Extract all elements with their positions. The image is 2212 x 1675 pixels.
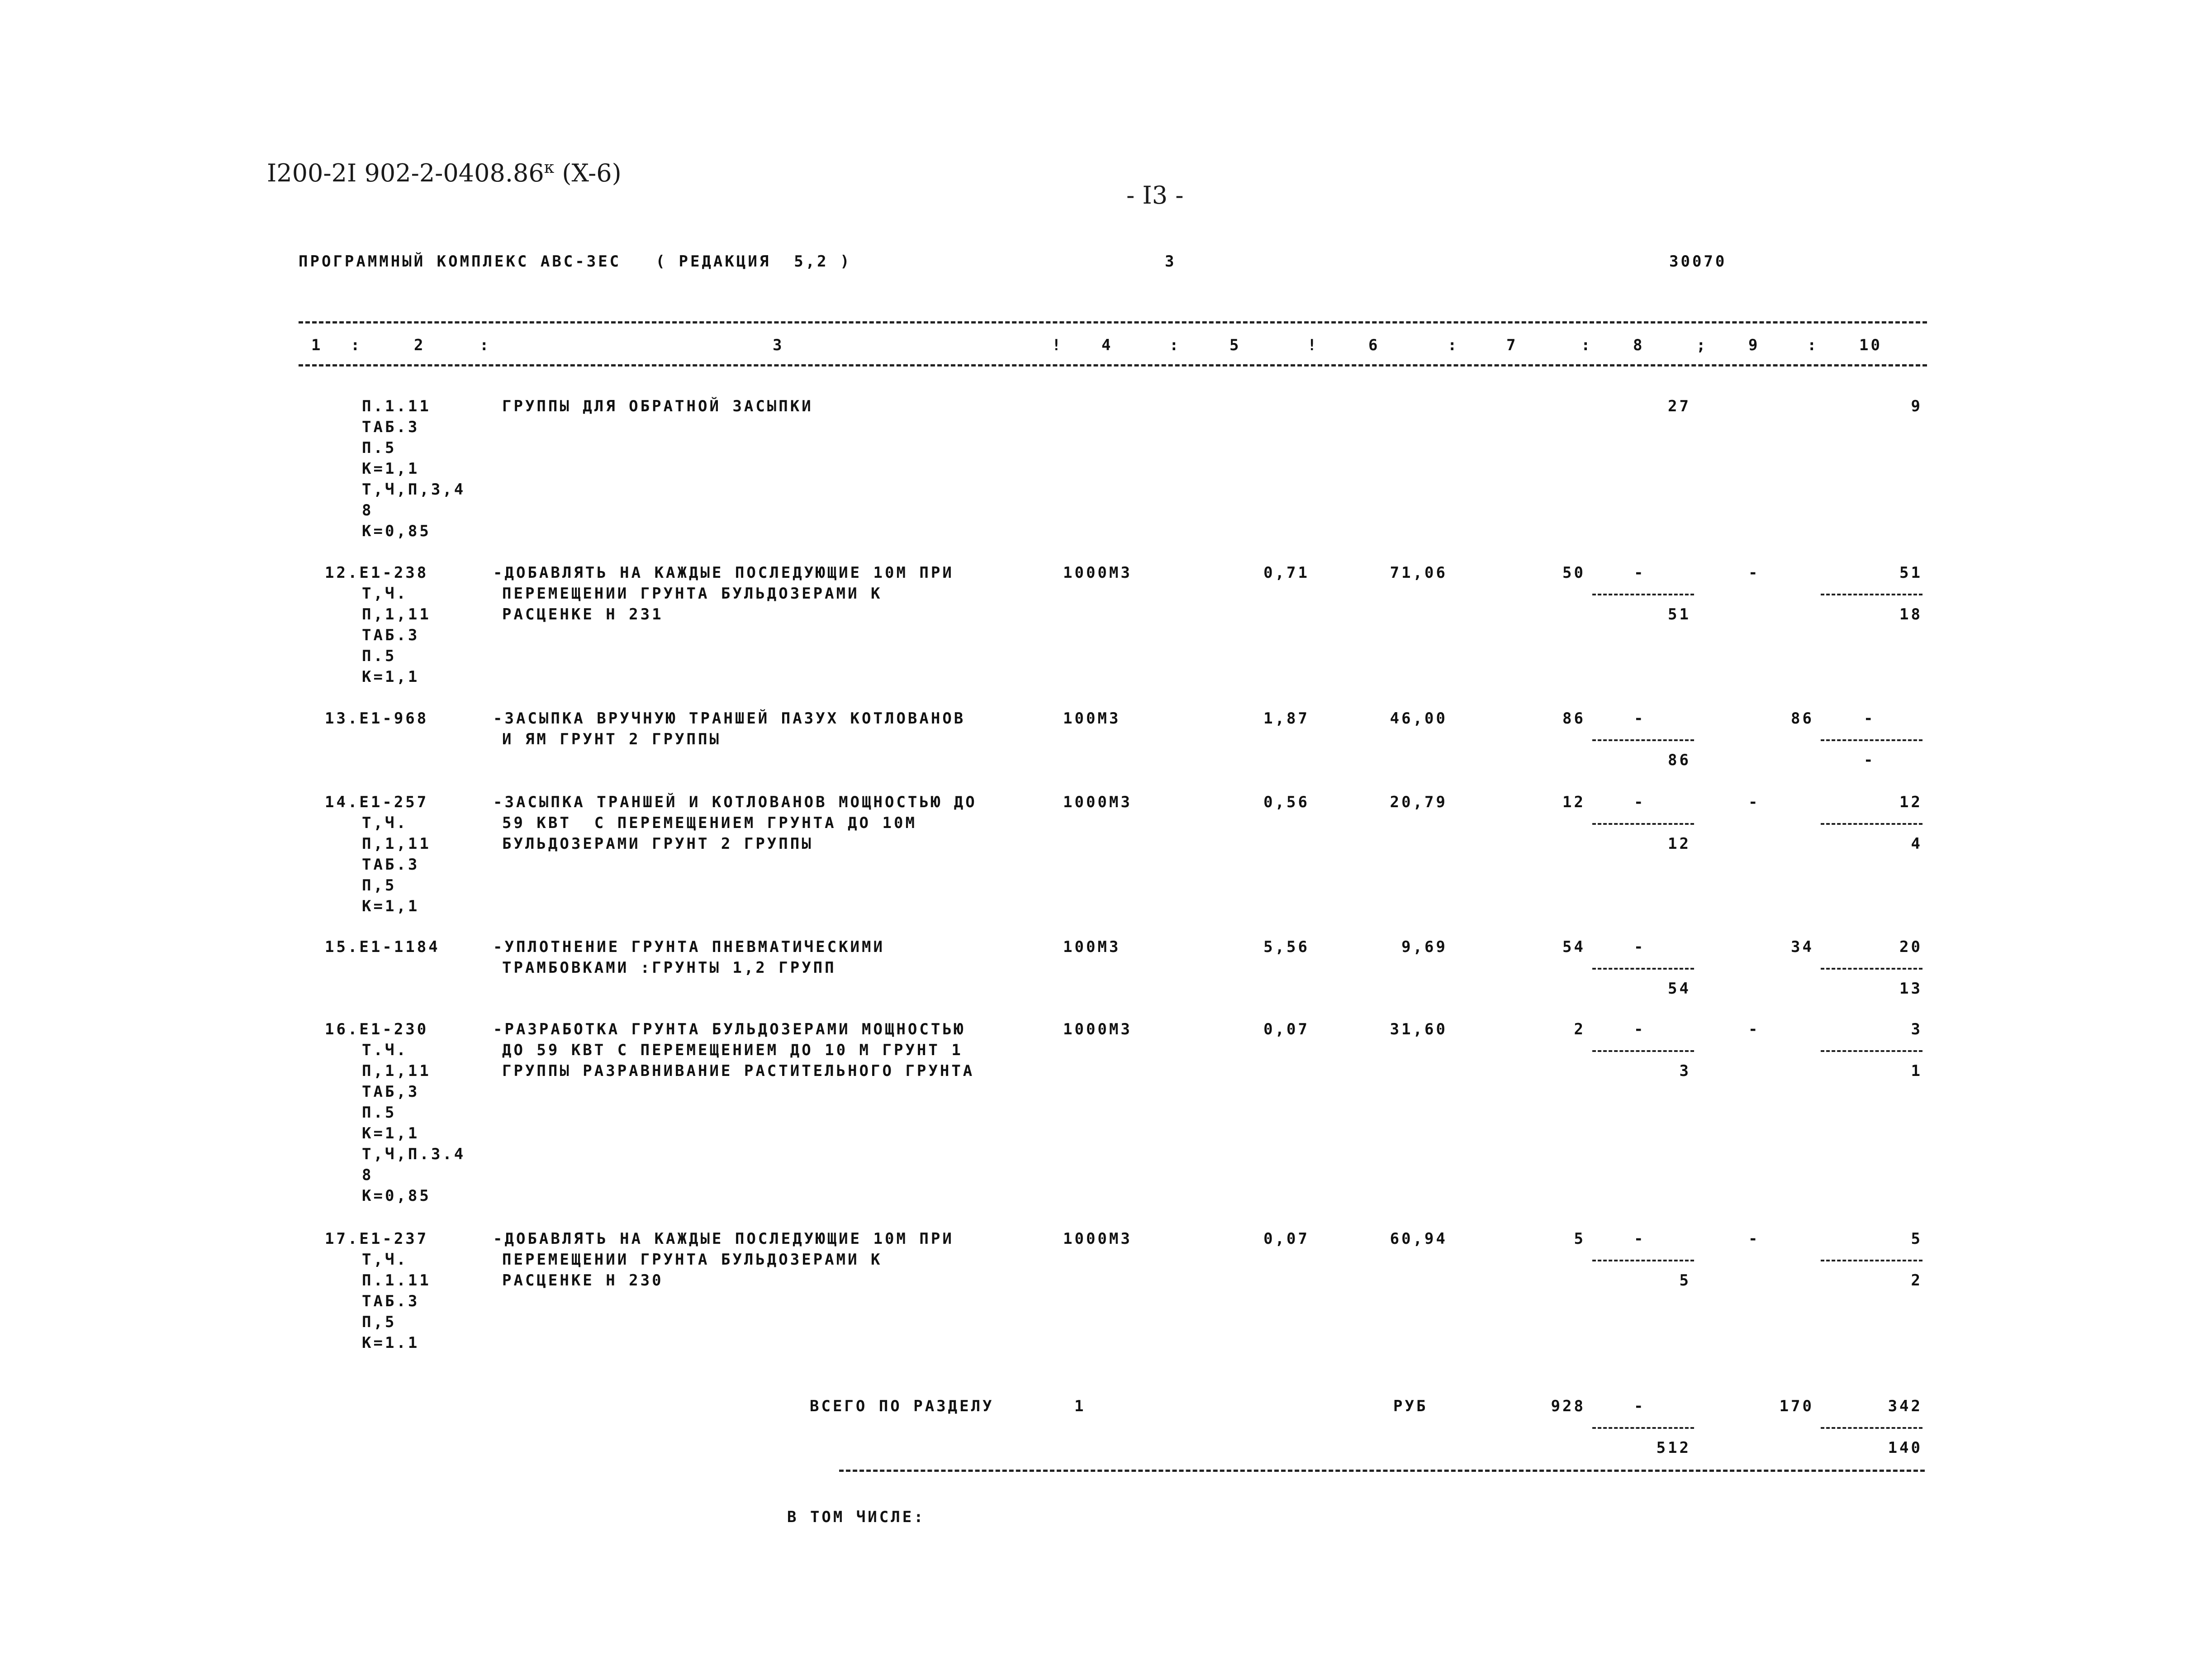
cell-quantity: 0,56 [1263,793,1310,811]
code-line: 13.Е1-968 [325,709,429,728]
subtotal-rule [1821,968,1922,970]
total-section-number: 1 [1074,1397,1086,1415]
total-col-10-sub: 140 [1888,1439,1922,1457]
code-line: ТАБ.3 [362,418,420,436]
total-rule [839,1470,1925,1472]
row-description [493,792,977,854]
column-header-1: 1 [311,336,323,354]
column-separator: : [351,336,362,354]
description-line: -ЗАСЫПКА ВРУЧНУЮ ТРАНШЕЙ ПАЗУХ КОТЛОВАНОВ [493,709,966,728]
code-line: ТАБ.3 [362,856,420,874]
cell-col-9: - [1748,1020,1760,1038]
description-line: БУЛЬДОЗЕРАМИ ГРУНТ 2 ГРУППЫ [502,835,813,853]
cell-unit-price: 31,60 [1390,1020,1448,1038]
subtotal-rule [1821,594,1922,595]
cell-col-7: 2 [1574,1020,1585,1038]
code-line: 12.Е1-238 [325,564,429,582]
description-line: -ДОБАВЛЯТЬ НА КАЖДЫЕ ПОСЛЕДУЮЩИЕ 10М ПРИ [493,564,954,582]
description-line: ТРАМБОВКАМИ :ГРУНТЫ 1,2 ГРУПП [502,959,836,977]
total-col-9: 170 [1779,1397,1814,1415]
total-unit: РУБ [1393,1397,1428,1415]
code-line: Т,Ч. [362,814,408,832]
code-line: К=0,85 [362,1187,431,1205]
column-separator: : [1169,336,1181,354]
description-line: -ДОБАВЛЯТЬ НА КАЖДЫЕ ПОСЛЕДУЮЩИЕ 10М ПРИ [493,1230,954,1248]
row-description [493,937,885,978]
description-line: -ЗАСЫПКА ТРАНШЕЙ И КОТЛОВАНОВ МОЩНОСТЬЮ ДО [493,793,977,811]
column-header-9: 9 [1748,336,1760,354]
description-line: ГРУППЫ РАЗРАВНИВАНИЕ РАСТИТЕЛЬНОГО ГРУНТА [502,1062,975,1080]
total-label: ВСЕГО ПО РАЗДЕЛУ [810,1397,994,1415]
cell-unit: 1000М3 [1063,1230,1132,1248]
column-separator: ! [1052,336,1063,354]
cell-col-8-sub: 3 [1679,1062,1691,1080]
cell-quantity: 0,07 [1263,1230,1310,1248]
cell-quantity: 0,71 [1263,564,1310,582]
code-line: П,5 [362,876,397,895]
column-header-7: 7 [1506,336,1518,354]
column-separator: : [479,336,491,354]
code-line: П,5 [362,1313,397,1331]
column-header-3: 3 [773,336,784,354]
code-line: ТАБ,3 [362,1083,420,1101]
description-line: ДО 59 КВТ С ПЕРЕМЕЩЕНИЕМ ДО 10 М ГРУНТ 1 [502,1041,963,1059]
row-description [493,1228,954,1291]
column-separator: : [1581,336,1593,354]
cell-col-8-sub: 12 [1668,835,1691,853]
table-header-rule [299,364,1927,366]
code-line: 17.Е1-237 [325,1230,429,1248]
total-col-10: 342 [1888,1397,1922,1415]
cell-col-10-sub: 13 [1899,980,1922,998]
column-header-4: 4 [1101,336,1113,354]
cell-unit: 1000М3 [1063,564,1132,582]
document-reference-suffix: (X-6) [554,159,622,187]
cell-col-10: 20 [1899,938,1922,956]
cell-unit-price: 71,06 [1390,564,1448,582]
subtotal-rule [1592,1427,1694,1429]
code-line: П.5 [362,647,397,665]
cell-unit-price: 60,94 [1390,1230,1448,1248]
document-reference-text: I200-2I 902-2-0408.86 [267,159,544,187]
description-line: ГРУППЫ ДЛЯ ОБРАТНОЙ ЗАСЫПКИ [502,397,813,415]
document-reference-mark: к [544,158,555,177]
code-line: 16.Е1-230 [325,1020,429,1038]
subtotal-rule [1592,1050,1694,1052]
code-line: П.5 [362,439,397,457]
page-number: - I3 - [1126,181,1184,209]
code-line: 14.Е1-257 [325,793,429,811]
code-line: П,1,11 [362,835,431,853]
code-line: 8 [362,1166,374,1184]
code-line: 15.Е1-1184 [325,938,440,956]
total-col-8: - [1634,1397,1646,1415]
cell-col-10: 9 [1911,397,1922,415]
cell-unit: 100М3 [1063,938,1121,956]
cell-col-8-sub: 51 [1668,605,1691,623]
description-line: РАСЦЕНКЕ Н 230 [502,1271,664,1290]
cell-col-8: - [1634,1230,1646,1248]
column-header-8: 8 [1633,336,1645,354]
cell-col-7: 50 [1562,564,1585,582]
row-code [325,708,428,729]
cell-col-9: - [1748,793,1760,811]
cell-quantity: 1,87 [1263,709,1310,728]
column-separator: : [1448,336,1459,354]
subtotal-rule [1592,594,1694,595]
code-line: Т,Ч,П.3.4 [362,1145,466,1163]
column-separator: : [1807,336,1819,354]
column-header-6: 6 [1368,336,1380,354]
cell-col-8: - [1634,709,1646,728]
code-line: К=1,1 [362,897,420,915]
cell-col-7: 54 [1562,938,1585,956]
subtotal-rule [1821,1050,1922,1052]
cell-col-8: - [1634,1020,1646,1038]
program-code: 30070 [1669,252,1727,271]
cell-col-10-sub: 4 [1911,835,1922,853]
code-line: Т.Ч. [362,1041,408,1059]
cell-unit: 100М3 [1063,709,1121,728]
cell-unit-price: 46,00 [1390,709,1448,728]
table-top-rule [299,321,1927,324]
subtotal-rule [1592,739,1694,741]
subtotal-rule [1821,823,1922,825]
row-description [493,562,954,625]
cell-col-10: 3 [1911,1020,1922,1038]
cell-col-8: - [1634,564,1646,582]
subtotal-rule [1821,1427,1922,1429]
code-line: К=1,1 [362,1124,420,1142]
description-line: РАСЦЕНКЕ Н 231 [502,605,664,623]
cell-col-8: - [1634,793,1646,811]
program-title: ПРОГРАММНЫЙ КОМПЛЕКС АВС-3ЕС ( РЕДАКЦИЯ 5,2 ) [299,252,852,271]
row-description [493,1019,974,1081]
description-line: 59 КВТ С ПЕРЕМЕЩЕНИЕМ ГРУНТА ДО 10М [502,814,917,832]
code-line: П.1.11 [362,1271,431,1290]
code-line: ТАБ.3 [362,1292,420,1310]
code-line: К=0,85 [362,522,431,540]
description-line: ПЕРЕМЕЩЕНИИ ГРУНТА БУЛЬДОЗЕРАМИ К [502,1251,883,1269]
row-description [502,396,813,417]
total-col-7: 928 [1551,1397,1585,1415]
cell-col-10-sub: 2 [1911,1271,1922,1290]
cell-col-7: 5 [1574,1230,1585,1248]
code-line: Т,Ч,П,3,4 [362,481,466,499]
row-code [325,937,440,957]
cell-unit: 1000М3 [1063,1020,1132,1038]
cell-col-8-sub: 54 [1668,980,1691,998]
column-header-10: 10 [1859,336,1882,354]
cell-col-8-sub: 5 [1679,1271,1691,1290]
code-line: П.5 [362,1104,397,1122]
subtotal-rule [1821,739,1922,741]
cell-unit-price: 9,69 [1401,938,1448,956]
code-line: ТАБ.3 [362,626,420,644]
cell-col-10: 51 [1899,564,1922,582]
cell-col-8: - [1634,938,1646,956]
cell-col-10-sub: 1 [1911,1062,1922,1080]
code-line: П,1,11 [362,605,431,623]
column-header-5: 5 [1229,336,1241,354]
code-line: Т,Ч. [362,585,408,603]
code-line: К=1,1 [362,668,420,686]
cell-col-10-sub: 18 [1899,605,1922,623]
cell-col-8-sub: 86 [1668,751,1691,769]
cell-col-10-sub: - [1864,751,1875,769]
cell-col-10: - [1864,709,1875,728]
subtotal-rule [1821,1260,1922,1261]
row-code [325,1019,465,1206]
total-col-8-sub: 512 [1656,1439,1691,1457]
including-label: В ТОМ ЧИСЛЕ: [787,1508,926,1526]
cell-col-8: 27 [1668,397,1691,415]
cell-col-10: 12 [1899,793,1922,811]
description-line: -УПЛОТНЕНИЕ ГРУНТА ПНЕВМАТИЧЕСКИМИ [493,938,885,956]
description-line: ПЕРЕМЕЩЕНИИ ГРУНТА БУЛЬДОЗЕРАМИ К [502,585,883,603]
cell-unit: 1000М3 [1063,793,1132,811]
code-line: К=1.1 [362,1334,420,1352]
cell-col-9: 86 [1791,709,1814,728]
code-line: Т,Ч. [362,1251,408,1269]
cell-quantity: 0,07 [1263,1020,1310,1038]
cell-col-7: 12 [1562,793,1585,811]
row-code [325,1228,431,1353]
description-line: И ЯМ ГРУНТ 2 ГРУППЫ [502,730,721,748]
row-code [362,396,465,542]
column-header-2: 2 [414,336,426,354]
code-line: П,1,11 [362,1062,431,1080]
subtotal-rule [1592,823,1694,825]
cell-col-9: 34 [1791,938,1814,956]
description-line: -РАЗРАБОТКА ГРУНТА БУЛЬДОЗЕРАМИ МОЩНОСТЬЮ [493,1020,966,1038]
subtotal-rule [1592,968,1694,970]
cell-col-7: 86 [1562,709,1585,728]
cell-quantity: 5,56 [1263,938,1310,956]
column-separator: ! [1307,336,1319,354]
cell-col-9: - [1748,564,1760,582]
row-code [325,562,431,687]
row-description [493,708,965,750]
column-separator: ; [1696,336,1708,354]
code-line: К=1,1 [362,460,420,478]
row-code [325,792,431,917]
sheet-number: 3 [1165,252,1177,271]
cell-unit-price: 20,79 [1390,793,1448,811]
cell-col-10: 5 [1911,1230,1922,1248]
subtotal-rule [1592,1260,1694,1261]
document-reference [267,158,622,187]
cell-col-9: - [1748,1230,1760,1248]
code-line: П.1.11 [362,397,431,415]
code-line: 8 [362,501,374,519]
